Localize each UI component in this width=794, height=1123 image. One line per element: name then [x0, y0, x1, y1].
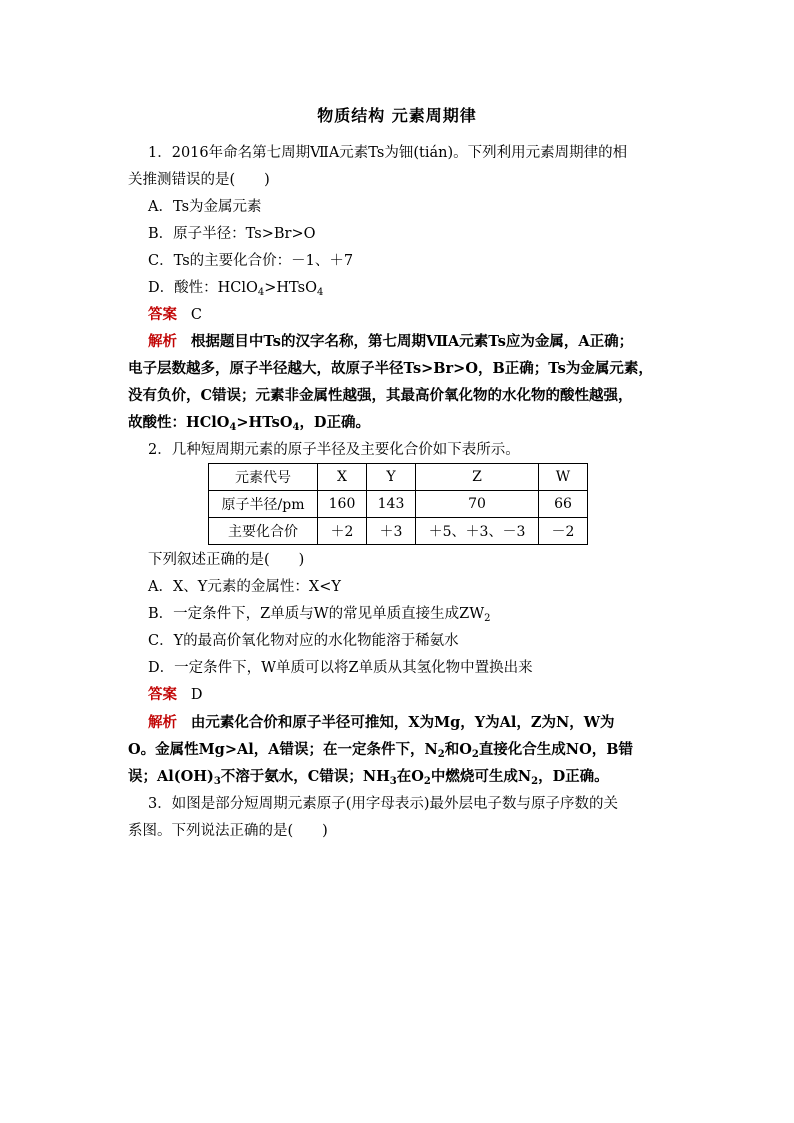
table-header-row — [209, 464, 588, 491]
table-cell: 160 — [318, 491, 367, 518]
table-cell: 143 — [367, 491, 416, 518]
q1-stem-line1: 1．2016年命名第七周期ⅦA元素Ts为钿(tián)。下列利用元素周期律的相 — [148, 145, 628, 161]
table-header-cell: Z — [416, 464, 539, 491]
table-cell: ＋5、＋3、－3 — [416, 518, 539, 545]
table-header-cell: Y — [367, 464, 416, 491]
q1-option-b: B．原子半径：Ts>Br>O — [148, 226, 316, 242]
q2-option-b: B．一定条件下，Z单质与W的常见单质直接生成$ZW_2$ — [148, 606, 491, 624]
q2-stem: 2．几种短周期元素的原子半径及主要化合价如下表所示。 — [148, 442, 520, 458]
q3-stem-line1: 3．如图是部分短周期元素原子(用字母表示)最外层电子数与原子序数的关 — [148, 796, 619, 812]
table-cell: ＋2 — [318, 518, 367, 545]
table-header-cell: W — [539, 464, 588, 491]
q1-option-c: C．Ts的主要化合价：－1、＋7 — [148, 253, 354, 269]
q2-explanation-line2: O。金属性Mg>Al，A错误；在一定条件下，$N_2$和$O_2$直接化合生成NO，B错 — [128, 741, 633, 760]
element-table — [208, 463, 588, 545]
q1-explanation-line2: 电子层数越多，原子半径越大，故原子半径Ts>Br>O，B正确；Ts为金属元素， — [128, 360, 653, 377]
table-cell: ＋3 — [367, 518, 416, 545]
q1-option-d: D．酸性：HClO$_4$>HTsO$_4$ — [148, 280, 324, 298]
answer-label: 答案 — [148, 686, 177, 703]
table-cell: 主要化合价 — [209, 518, 318, 545]
q2-answer: 答案 D — [148, 686, 203, 703]
q1-explanation-line1: 解析 根据题目中Ts的汉字名称，第七周期ⅦA元素Ts应为金属，A正确； — [148, 333, 634, 350]
q2-option-a: A．X、Y元素的金属性：X<Y — [148, 579, 341, 595]
table-header-cell: 元素代号 — [209, 464, 318, 491]
q1-explanation-line4: 故酸性：HClO$_4$>HTsO$_4$，D正确。 — [128, 414, 371, 433]
q1-answer: 答案 C — [148, 306, 202, 323]
table-cell: 66 — [539, 491, 588, 518]
q3-stem-line2: 系图。下列说法正确的是( ) — [128, 823, 328, 839]
q1-explanation-line3: 没有负价，C错误；元素非金属性越强，其最高价氧化物的水化物的酸性越强， — [128, 387, 633, 404]
table-cell: －2 — [539, 518, 588, 545]
q1-stem-line2: 关推测错误的是( ) — [128, 172, 270, 188]
q2-explanation-line3: 误；$Al(OH)_3$不溶于氨水，C错误；$NH_3$在$O_2$中燃烧可生成$N_2$，D正确。 — [128, 768, 609, 787]
explanation-label: 解析 — [148, 714, 177, 731]
q2-option-c: C．Y的最高价氧化物对应的水化物能溶于稀氨水 — [148, 633, 459, 649]
q2-option-d: D．一定条件下，W单质可以将Z单质从其氢化物中置换出来 — [148, 660, 533, 676]
q2-explanation-line1: 解析 由元素化合价和原子半径可推知，X为Mg，Y为Al，Z为N，W为 — [148, 714, 615, 731]
table-header-cell: X — [318, 464, 367, 491]
answer-label: 答案 — [148, 306, 177, 323]
q2-prompt: 下列叙述正确的是( ) — [148, 552, 305, 568]
explanation-label: 解析 — [148, 333, 177, 350]
q1-option-a: A．Ts为金属元素 — [148, 199, 262, 215]
table-cell: 原子半径/pm — [209, 491, 318, 518]
table-row — [209, 491, 588, 518]
table-cell: 70 — [416, 491, 539, 518]
page-title: 物质结构 元素周期律 — [317, 106, 477, 125]
table-row — [209, 518, 588, 545]
